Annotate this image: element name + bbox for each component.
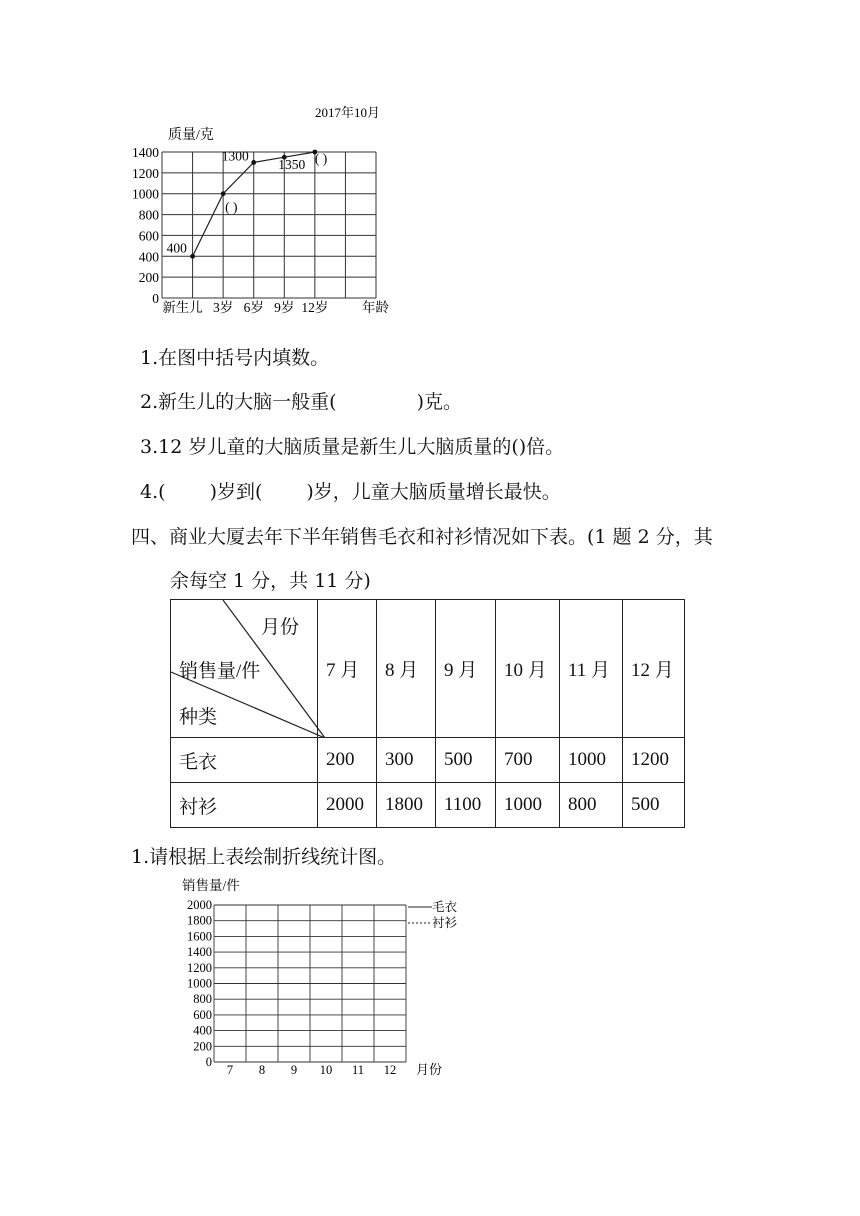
point-label: 1350	[278, 157, 306, 173]
table-cell: 700	[496, 738, 560, 783]
x-tick-label: 9	[290, 1063, 298, 1077]
chart2-y-ticks	[187, 898, 212, 1069]
x-tick-label: 9岁	[274, 300, 295, 315]
y-tick-label: 200	[138, 270, 159, 286]
y-tick-label: 1200	[187, 960, 212, 975]
month-header: 9 月	[436, 600, 496, 738]
chart1-ylabel: 质量/克	[168, 128, 214, 143]
table-cell: 1000	[496, 783, 560, 828]
table-cell: 800	[560, 783, 623, 828]
table-cell: 1800	[377, 783, 436, 828]
point-label: 400	[166, 240, 187, 256]
x-tick-label: 12	[383, 1063, 397, 1077]
header-kind: 种类	[179, 707, 218, 728]
y-tick-label: 600	[193, 1007, 212, 1022]
table-cell: 1000	[560, 738, 623, 783]
y-tick-label: 1200	[132, 165, 159, 181]
table-row	[171, 783, 685, 828]
sales-blank-chart	[170, 874, 480, 1084]
chart2-ylabel: 销售量/件	[182, 878, 240, 893]
question-3: 3.12 岁儿童的大脑质量是新生儿大脑质量的()倍。	[140, 436, 565, 458]
y-tick-label: 1000	[187, 976, 212, 991]
chart2-xlabel: 月份	[416, 1062, 443, 1077]
x-tick-label: 12岁	[301, 300, 329, 315]
chart1-point-labels	[167, 148, 328, 255]
month-header: 10 月	[496, 600, 560, 738]
chart1-xlabel: 年龄	[362, 300, 389, 315]
table-diagonal-header	[171, 600, 318, 738]
y-tick-label: 1600	[187, 929, 212, 944]
legend-sweater: 毛衣	[432, 900, 458, 914]
y-tick-label: 200	[193, 1039, 212, 1054]
sales-table	[170, 599, 685, 828]
x-tick-label: 新生儿	[162, 300, 203, 315]
question-1: 1.在图中括号内填数。	[140, 347, 330, 369]
y-tick-label: 0	[205, 1055, 212, 1069]
header-month: 月份	[261, 617, 300, 638]
chart1-title: 2017年10月	[315, 105, 381, 120]
data-point	[221, 191, 226, 196]
chart2-x-ticks	[227, 1063, 396, 1077]
month-header: 7 月	[318, 600, 377, 738]
x-tick-label: 8	[258, 1063, 266, 1077]
y-tick-label: 1400	[187, 945, 212, 960]
data-point	[251, 160, 256, 165]
x-tick-label: 3岁	[213, 300, 234, 315]
table-cell: 1200	[623, 738, 685, 783]
y-tick-label: 0	[152, 291, 159, 306]
question-4: 4.( )岁到( )岁，儿童大脑质量增长最快。	[140, 481, 561, 503]
brain-mass-chart	[120, 95, 410, 325]
chart2-grid	[214, 905, 406, 1062]
question-4-1: 1.请根据上表绘制折线统计图。	[131, 846, 397, 868]
y-tick-label: 1400	[132, 145, 159, 160]
chart1-x-ticks	[162, 299, 328, 315]
data-point	[190, 254, 195, 259]
month-header: 11 月	[560, 600, 623, 738]
x-tick-label: 11	[351, 1063, 365, 1077]
y-tick-label: 400	[138, 249, 159, 265]
chart1-grid	[162, 152, 376, 298]
y-tick-label: 1000	[132, 186, 159, 202]
x-tick-label: 6岁	[243, 300, 264, 315]
y-tick-label: 800	[138, 207, 159, 223]
point-label: ( )	[314, 151, 328, 166]
table-row	[171, 738, 685, 783]
table-header-row	[171, 600, 685, 738]
x-tick-label: 10	[319, 1063, 333, 1077]
legend-shirt: 衬衫	[432, 916, 458, 930]
question-2: 2.新生儿的大脑一般重( )克。	[140, 391, 462, 413]
header-sales: 销售量/件	[179, 661, 261, 682]
row-name: 毛衣	[171, 738, 318, 783]
section4-heading-line1: 四、商业大厦去年下半年销售毛衣和衬衫情况如下表。(1 题 2 分，其	[131, 526, 713, 548]
point-label: ( )	[225, 199, 238, 215]
row-name: 衬衫	[171, 783, 318, 828]
chart1-y-ticks	[132, 145, 159, 306]
month-header: 12 月	[623, 600, 685, 738]
table-cell: 2000	[318, 783, 377, 828]
point-label: 1300	[221, 148, 249, 164]
table-cell: 200	[318, 738, 377, 783]
y-tick-label: 800	[193, 992, 212, 1007]
table-cell: 300	[377, 738, 436, 783]
table-cell: 500	[623, 783, 685, 828]
month-header: 8 月	[377, 600, 436, 738]
y-tick-label: 2000	[187, 898, 212, 912]
table-cell: 500	[436, 738, 496, 783]
table-cell: 1100	[436, 783, 496, 828]
section4-heading-line2: 余每空 1 分，共 11 分)	[170, 570, 371, 592]
y-tick-label: 600	[138, 228, 159, 244]
x-tick-label: 7	[226, 1063, 234, 1077]
y-tick-label: 1800	[187, 913, 212, 928]
y-tick-label: 400	[193, 1023, 212, 1038]
